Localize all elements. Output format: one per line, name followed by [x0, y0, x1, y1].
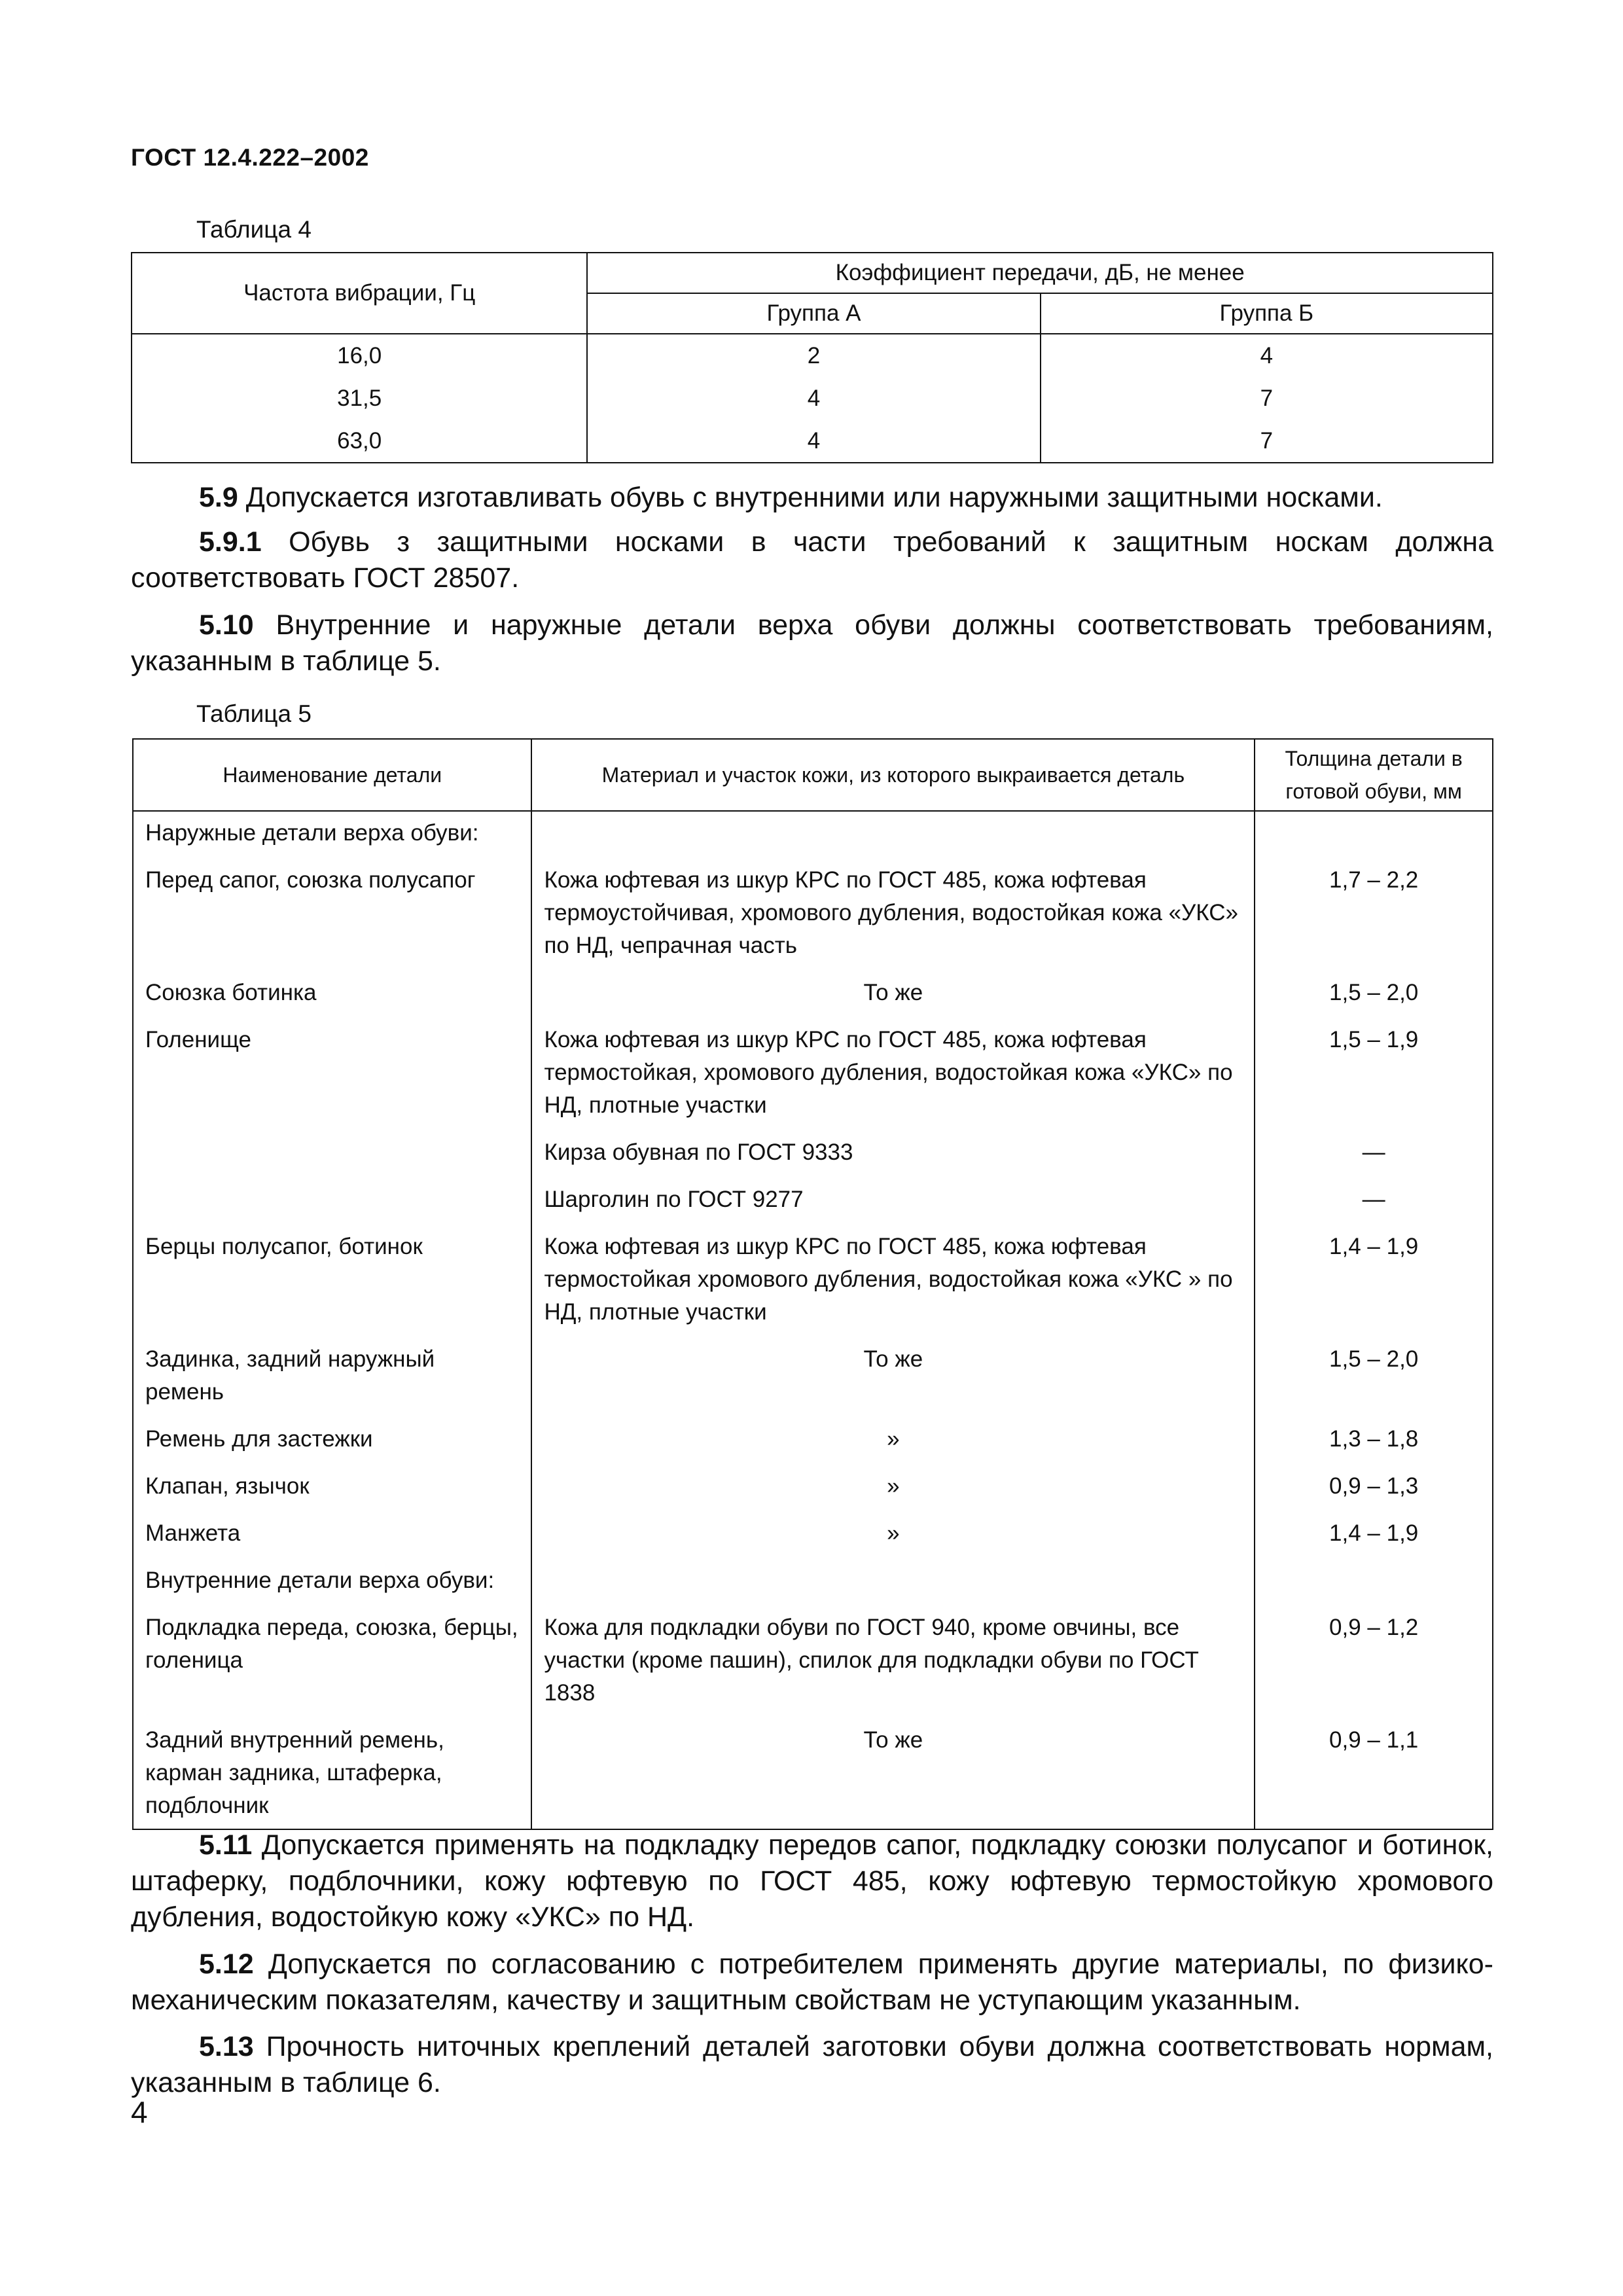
part-name-cell: Перед сапог, союзка полусапог — [133, 859, 531, 971]
part-name-cell: Подкладка переда, союзка, берцы, голеница — [133, 1606, 531, 1719]
group-b-cell: 7 — [1041, 420, 1493, 463]
clause-text: Внутренние и наружные детали верха обуви должны соответствовать требованиям, указанным в таблице 5. — [131, 609, 1493, 677]
table-row — [133, 1338, 1493, 1418]
clause-text: Прочность ниточных креплений деталей заготовки обуви должна соответствовать нормам, указанным в таблице 6. — [131, 2031, 1493, 2098]
thickness-cell: 1,3 – 1,8 — [1255, 1418, 1493, 1465]
clause-number: 5.9.1 — [199, 526, 262, 558]
group-b-cell: 4 — [1041, 334, 1493, 377]
clause-text: Обувь з защитными носками в части требований к защитным носкам должна соответствовать ГОСТ 28507. — [131, 526, 1493, 594]
table-row — [133, 1418, 1493, 1465]
group-b-cell: 7 — [1041, 377, 1493, 420]
table4-caption: Таблица 4 — [196, 216, 312, 243]
material-cell: Кожа для подкладки обуви по ГОСТ 940, кроме овчины, все участки (кроме пашин), спилок для подкладки обуви по ГОСТ 1838 — [531, 1606, 1255, 1719]
thickness-cell: 1,5 – 2,0 — [1255, 1338, 1493, 1418]
table5-thickness-header: Толщина детали в готовой обуви, мм — [1255, 739, 1493, 811]
thickness-cell: 1,4 – 1,9 — [1255, 1512, 1493, 1559]
group-a-cell: 4 — [587, 420, 1040, 463]
thickness-cell: 1,5 – 1,9 — [1255, 1018, 1493, 1131]
material-cell: То же — [531, 1719, 1255, 1829]
part-name-cell: Берцы полусапог, ботинок — [133, 1225, 531, 1338]
table-4 — [131, 252, 1493, 463]
material-cell: Кожа юфтевая из шкур КРС по ГОСТ 485, кожа юфтевая термостойкая хромового дубления, водостойкая кожа «УКС » по НД, плотные участки — [531, 1225, 1255, 1338]
table4-group-a-header: Группа А — [587, 293, 1040, 334]
part-name-cell: Задний внутренний ремень, карман задника, штаферка, подблочник — [133, 1719, 531, 1829]
table-row — [133, 1131, 1493, 1178]
thickness-cell — [1255, 1559, 1493, 1606]
material-cell: » — [531, 1418, 1255, 1465]
group-a-cell: 2 — [587, 334, 1040, 377]
part-name-cell: Манжета — [133, 1512, 531, 1559]
table-row — [133, 1559, 1493, 1606]
material-cell: Кожа юфтевая из шкур КРС по ГОСТ 485, кожа юфтевая термоустойчивая, хромового дубления, водостойкая кожа «УКС» по НД, чепрачная часть — [531, 859, 1255, 971]
clause-number: 5.10 — [199, 609, 254, 641]
table-row — [133, 1606, 1493, 1719]
thickness-cell: 1,5 – 2,0 — [1255, 971, 1493, 1018]
table-row — [132, 420, 1493, 463]
clause-5-11 — [131, 1827, 1493, 1935]
clause-text: Допускается изготавливать обувь с внутренними или наружными защитными носками. — [238, 482, 1383, 513]
table-row — [133, 811, 1493, 859]
material-cell: Шарголин по ГОСТ 9277 — [531, 1178, 1255, 1225]
table-row — [132, 377, 1493, 420]
thickness-cell: 0,9 – 1,3 — [1255, 1465, 1493, 1512]
material-cell: Кожа юфтевая из шкур КРС по ГОСТ 485, кожа юфтевая термостойкая, хромового дубления, водостойкая кожа «УКС» по НД, плотные участки — [531, 1018, 1255, 1131]
thickness-cell: 0,9 – 1,1 — [1255, 1719, 1493, 1829]
page-number: 4 — [131, 2095, 148, 2129]
material-cell: Кирза обувная по ГОСТ 9333 — [531, 1131, 1255, 1178]
part-name-cell: Голенище — [133, 1018, 531, 1131]
clause-text: Допускается по согласованию с потребителем применять другие материалы, по физико-механическим показателям, качеству и защитным свойствам не уступающим указанным. — [131, 1948, 1493, 2016]
table-row — [133, 1512, 1493, 1559]
frequency-cell: 31,5 — [132, 377, 587, 420]
table-row — [133, 1178, 1493, 1225]
thickness-cell: — — [1255, 1131, 1493, 1178]
document-header: ГОСТ 12.4.222–2002 — [131, 144, 369, 171]
clause-5-12 — [131, 1946, 1493, 2018]
group-a-cell: 4 — [587, 377, 1040, 420]
thickness-cell: 0,9 – 1,2 — [1255, 1606, 1493, 1719]
material-cell — [531, 1559, 1255, 1606]
clause-number: 5.13 — [199, 2031, 254, 2062]
material-cell — [531, 811, 1255, 859]
material-cell: » — [531, 1465, 1255, 1512]
clause-5-13 — [131, 2029, 1493, 2101]
part-name-cell: Ремень для застежки — [133, 1418, 531, 1465]
part-name-cell: Задинка, задний наружный ремень — [133, 1338, 531, 1418]
table4-coefficient-header: Коэффициент передачи, дБ, не менее — [587, 253, 1493, 293]
material-cell: То же — [531, 1338, 1255, 1418]
thickness-cell: — — [1255, 1178, 1493, 1225]
clause-5-9-1 — [131, 524, 1493, 596]
part-name-cell: Союзка ботинка — [133, 971, 531, 1018]
table4-frequency-header: Частота вибрации, Гц — [132, 253, 587, 334]
clause-5-10 — [131, 607, 1493, 679]
table-row — [133, 1465, 1493, 1512]
frequency-cell: 16,0 — [132, 334, 587, 377]
table4-group-b-header: Группа Б — [1041, 293, 1493, 334]
part-name-cell: Наружные детали верха обуви: — [133, 811, 531, 859]
table-row — [133, 1719, 1493, 1829]
table-row — [133, 1225, 1493, 1338]
table-row — [133, 1018, 1493, 1131]
frequency-cell: 63,0 — [132, 420, 587, 463]
clause-number: 5.12 — [199, 1948, 254, 1980]
clause-5-9 — [131, 480, 1493, 516]
clause-text: Допускается применять на подкладку передов сапог, подкладку союзки полусапог и ботинок, штаферку, подблочники, кожу юфтевую по ГОСТ 485, кожу юфтевую термостойкую хромового дубления, водостойкую кожу «УКС» по НД. — [131, 1829, 1493, 1933]
thickness-cell: 1,4 – 1,9 — [1255, 1225, 1493, 1338]
table5-part-name-header: Наименование детали — [133, 739, 531, 811]
table-row — [132, 334, 1493, 377]
part-name-cell — [133, 1178, 531, 1225]
table5-material-header: Материал и участок кожи, из которого выкраивается деталь — [531, 739, 1255, 811]
thickness-cell: 1,7 – 2,2 — [1255, 859, 1493, 971]
table-row — [133, 859, 1493, 971]
material-cell: То же — [531, 971, 1255, 1018]
material-cell: » — [531, 1512, 1255, 1559]
clause-number: 5.11 — [199, 1829, 253, 1861]
clause-number: 5.9 — [199, 482, 238, 513]
table-row — [133, 971, 1493, 1018]
part-name-cell — [133, 1131, 531, 1178]
part-name-cell: Клапан, язычок — [133, 1465, 531, 1512]
table-5 — [132, 738, 1493, 1830]
thickness-cell — [1255, 811, 1493, 859]
part-name-cell: Внутренние детали верха обуви: — [133, 1559, 531, 1606]
table5-caption: Таблица 5 — [196, 700, 312, 727]
